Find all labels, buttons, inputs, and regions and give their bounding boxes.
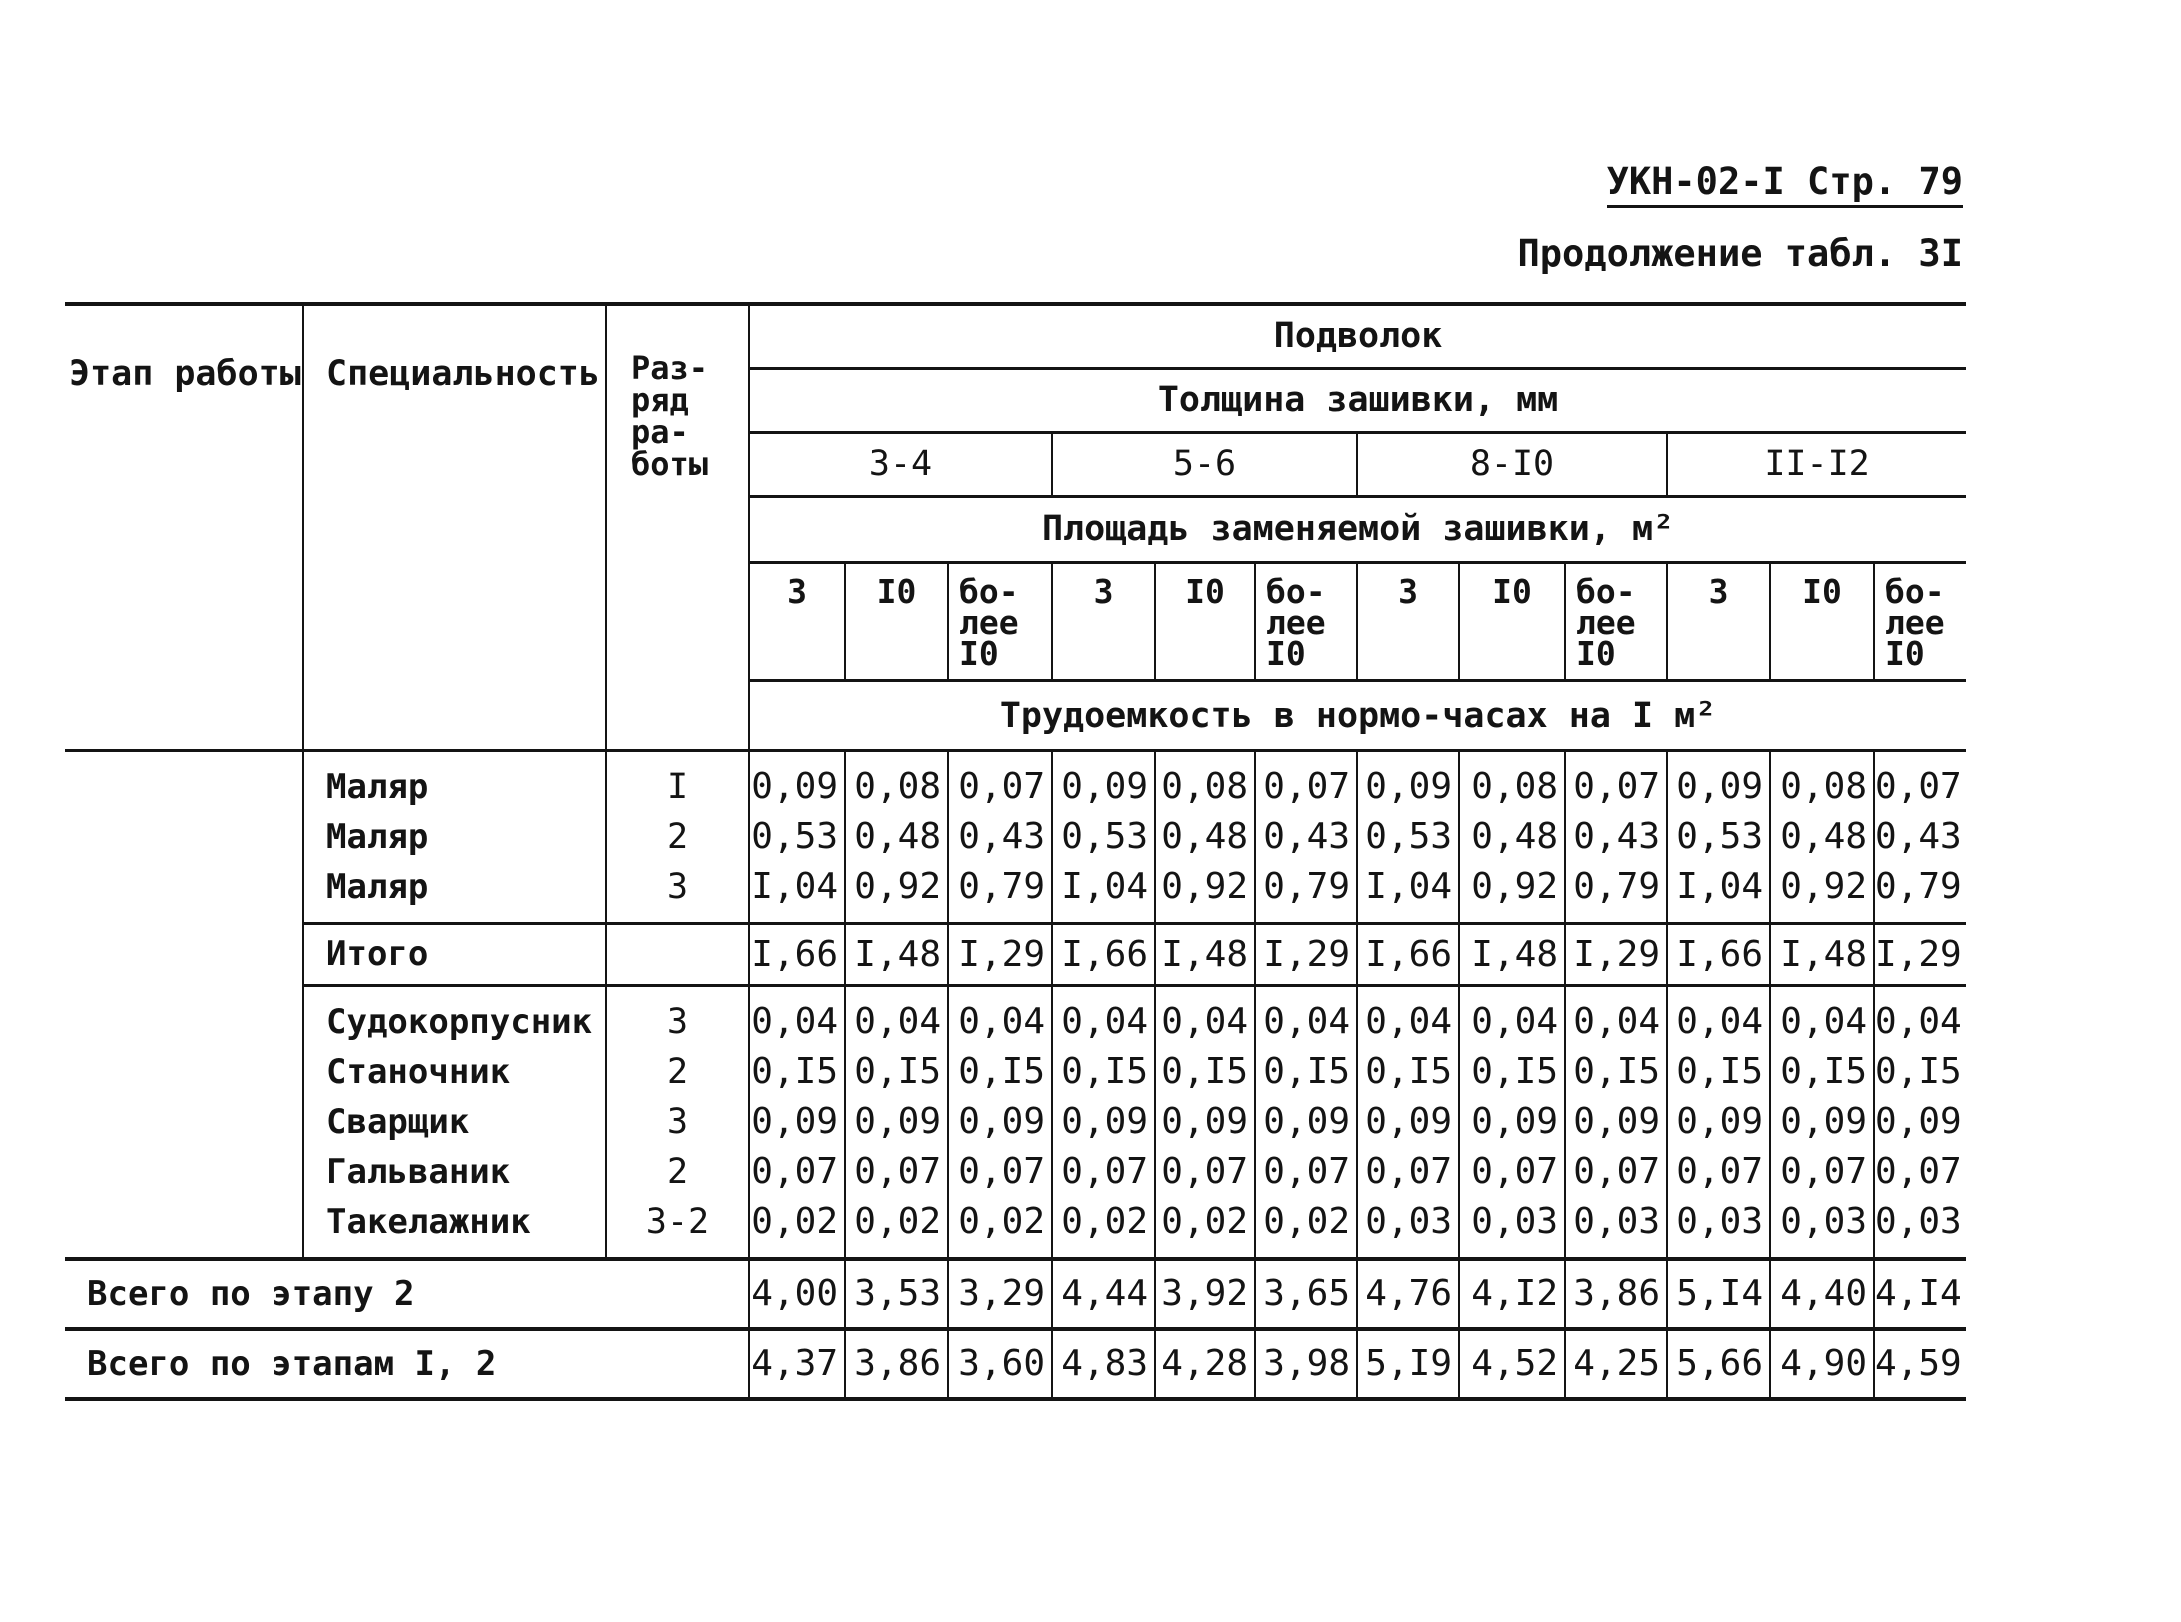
value-cell: 0,09 (1459, 1097, 1565, 1147)
value-cell: 0,07 (1667, 1147, 1770, 1197)
spacer-cell (1357, 985, 1459, 997)
value-cell: 0,I5 (1874, 1047, 1966, 1097)
value-cell: 4,52 (1459, 1329, 1565, 1399)
value-cell: 4,44 (1052, 1259, 1155, 1329)
spacer-cell (1874, 985, 1966, 997)
spacer-cell (1565, 750, 1667, 762)
table-row (65, 1197, 1966, 1247)
value-cell: 0,04 (1052, 997, 1155, 1047)
value-cell: 0,09 (1357, 762, 1459, 812)
rank-cell: I (606, 762, 749, 812)
value-cell: 0,09 (749, 1097, 845, 1147)
area-col-label: 3 (787, 571, 807, 611)
value-cell: 3,92 (1155, 1259, 1255, 1329)
value-cell: 5,66 (1667, 1329, 1770, 1399)
spacer-cell (1667, 750, 1770, 762)
rank-header-line: боты (631, 445, 709, 483)
spacer-cell (606, 912, 749, 924)
value-cell: 0,02 (1255, 1197, 1357, 1247)
value-cell: 0,04 (1357, 997, 1459, 1047)
area-title: Площадь заменяемой зашивки, м² (749, 496, 1966, 562)
value-cell: 5,I4 (1667, 1259, 1770, 1329)
rank-cell: 3 (606, 1097, 749, 1147)
table-row (65, 997, 1966, 1047)
spacer-cell (948, 985, 1052, 997)
value-cell: 0,04 (948, 997, 1052, 1047)
value-cell: 4,37 (749, 1329, 845, 1399)
value-cell: I,29 (1565, 923, 1667, 985)
spacer-cell (948, 750, 1052, 762)
table-row (65, 812, 1966, 862)
value-cell: I,66 (1667, 923, 1770, 985)
value-cell: I,66 (1052, 923, 1155, 985)
value-cell: 0,07 (1255, 1147, 1357, 1197)
value-cell: 0,04 (845, 997, 948, 1047)
value-cell: 0,07 (1874, 1147, 1966, 1197)
spacer-cell (1255, 912, 1357, 924)
value-cell: I,04 (1667, 862, 1770, 912)
value-cell: I,04 (1357, 862, 1459, 912)
spacer-cell (1874, 750, 1966, 762)
area-col-label: I0 (1802, 571, 1842, 611)
value-cell: I,48 (845, 923, 948, 985)
spacer-row (65, 750, 1966, 762)
thickness-title: Толщина зашивки, мм (749, 368, 1966, 432)
value-cell: 5,I9 (1357, 1329, 1459, 1399)
value-cell: 3,98 (1255, 1329, 1357, 1399)
spacer-cell (845, 912, 948, 924)
specialty-cell: Такелажник (303, 1197, 606, 1247)
specialty-cell: Судокорпусник (303, 997, 606, 1047)
specialty-cell: Сварщик (303, 1097, 606, 1147)
value-cell: 3,86 (845, 1329, 948, 1399)
value-cell: 0,I5 (948, 1047, 1052, 1097)
rank-cell: 2 (606, 1047, 749, 1097)
value-cell: 0,07 (1357, 1147, 1459, 1197)
value-cell: 0,43 (1874, 812, 1966, 862)
area-col-header (845, 562, 948, 680)
area-col-header (948, 562, 1052, 680)
specialty-cell: Маляр (303, 862, 606, 912)
value-cell: 0,07 (1770, 1147, 1874, 1197)
value-cell: 0,08 (845, 762, 948, 812)
value-cell: 0,07 (948, 762, 1052, 812)
value-cell: I,66 (1357, 923, 1459, 985)
value-cell: 0,79 (1565, 862, 1667, 912)
rank-cell: 3 (606, 862, 749, 912)
total-label: Всего по этапам I, 2 (65, 1329, 749, 1399)
spacer-row (65, 985, 1966, 997)
spacer-cell (1155, 750, 1255, 762)
spacer-cell (1770, 912, 1874, 924)
value-cell: 0,53 (749, 812, 845, 862)
area-col-label: лее (959, 602, 1019, 642)
value-cell: 0,I5 (1255, 1047, 1357, 1097)
rank-cell: 3 (606, 997, 749, 1047)
area-col-header (1874, 562, 1966, 680)
value-cell: 0,04 (1255, 997, 1357, 1047)
group-title: Подволок (749, 304, 1966, 368)
value-cell: 0,09 (1155, 1097, 1255, 1147)
area-col-label: I0 (959, 633, 999, 673)
spacer-cell (1357, 1247, 1459, 1259)
spacer-cell (1052, 912, 1155, 924)
value-cell: I,29 (948, 923, 1052, 985)
value-cell: 0,48 (1459, 812, 1565, 862)
value-cell: 0,53 (1052, 812, 1155, 862)
spacer-cell (303, 912, 606, 924)
table-row (65, 1097, 1966, 1147)
value-cell: 0,09 (749, 762, 845, 812)
area-col-label: лее (1266, 602, 1326, 642)
value-cell: 4,40 (1770, 1259, 1874, 1329)
thickness-range: 5-6 (1052, 432, 1357, 496)
table-row (65, 1047, 1966, 1097)
spacer-cell (1052, 985, 1155, 997)
value-cell: 0,09 (1874, 1097, 1966, 1147)
value-cell: 0,04 (1770, 997, 1874, 1047)
spacer-cell (1770, 1247, 1874, 1259)
spacer-cell (1565, 912, 1667, 924)
value-cell: 0,I5 (1565, 1047, 1667, 1097)
value-cell: 0,09 (1357, 1097, 1459, 1147)
area-col-header (1667, 562, 1770, 680)
value-cell: I,04 (749, 862, 845, 912)
spacer-cell (1565, 1247, 1667, 1259)
value-cell: 4,90 (1770, 1329, 1874, 1399)
value-cell: 0,48 (1770, 812, 1874, 862)
value-cell: 0,07 (1565, 762, 1667, 812)
value-cell: 0,03 (1770, 1197, 1874, 1247)
spacer-cell (1667, 985, 1770, 997)
spacer-cell (1459, 912, 1565, 924)
spacer-cell (1255, 1247, 1357, 1259)
area-col-label: бо- (959, 571, 1019, 611)
value-cell: I,04 (1052, 862, 1155, 912)
value-cell: 4,00 (749, 1259, 845, 1329)
area-col-header (1255, 562, 1357, 680)
area-col-label: I0 (1266, 633, 1306, 673)
area-col-label: 3 (1708, 571, 1729, 611)
rank-cell: 3-2 (606, 1197, 749, 1247)
labor-table (65, 302, 1966, 1401)
table-row (65, 1147, 1966, 1197)
table-caption: Продолжение табл. 3I (1517, 232, 1963, 275)
specialty-cell: Маляр (303, 812, 606, 862)
value-cell: 0,08 (1459, 762, 1565, 812)
value-cell: 0,02 (1155, 1197, 1255, 1247)
value-cell: 0,02 (1052, 1197, 1155, 1247)
value-cell: I,48 (1155, 923, 1255, 985)
subtotal-row (65, 923, 1966, 985)
value-cell: 0,92 (1155, 862, 1255, 912)
value-cell: 0,09 (1255, 1097, 1357, 1147)
spacer-cell (1255, 750, 1357, 762)
spacer-cell (606, 750, 749, 762)
spacer-row (65, 1247, 1966, 1259)
value-cell: 0,09 (845, 1097, 948, 1147)
spacer-cell (1770, 750, 1874, 762)
value-cell: 4,I4 (1874, 1259, 1966, 1329)
spacer-cell (303, 985, 606, 997)
area-col-header (1357, 562, 1459, 680)
spacer-cell (845, 985, 948, 997)
thickness-range: 3-4 (749, 432, 1052, 496)
value-cell: 0,92 (1770, 862, 1874, 912)
value-cell: 0,09 (948, 1097, 1052, 1147)
spacer-cell (1155, 912, 1255, 924)
spacer-cell (303, 1247, 606, 1259)
rank-cell: 2 (606, 1147, 749, 1197)
table-row (65, 862, 1966, 912)
value-cell: 0,04 (1874, 997, 1966, 1047)
thickness-range: II-I2 (1667, 432, 1966, 496)
value-cell: 0,53 (1667, 812, 1770, 862)
value-cell: 0,09 (1565, 1097, 1667, 1147)
subtotal-label: Итого (303, 923, 606, 985)
area-col-label: I0 (876, 571, 917, 611)
labor-title: Трудоемкость в нормо-часах на I м² (749, 680, 1966, 750)
value-cell: 4,83 (1052, 1329, 1155, 1399)
value-cell: 3,53 (845, 1259, 948, 1329)
value-cell: 4,59 (1874, 1329, 1966, 1399)
spacer-cell (845, 750, 948, 762)
spacer-cell (1459, 1247, 1565, 1259)
value-cell: 0,03 (1357, 1197, 1459, 1247)
spacer-cell (1459, 750, 1565, 762)
value-cell: 0,02 (845, 1197, 948, 1247)
value-cell: 0,I5 (749, 1047, 845, 1097)
spacer-cell (1565, 985, 1667, 997)
value-cell: 3,65 (1255, 1259, 1357, 1329)
area-col-label: бо- (1266, 571, 1326, 611)
thickness-range: 8-I0 (1357, 432, 1667, 496)
spacer-row (65, 912, 1966, 924)
value-cell: 0,09 (1052, 1097, 1155, 1147)
spacer-cell (749, 1247, 845, 1259)
spacer-cell (606, 1247, 749, 1259)
spacer-cell (1155, 1247, 1255, 1259)
rank-cell-empty (606, 923, 749, 985)
spacer-cell (1874, 912, 1966, 924)
area-col-label: лее (1576, 602, 1636, 642)
value-cell: 0,79 (1255, 862, 1357, 912)
value-cell: 0,I5 (1052, 1047, 1155, 1097)
value-cell: 0,43 (1255, 812, 1357, 862)
value-cell: 0,09 (1770, 1097, 1874, 1147)
value-cell: 0,I5 (1155, 1047, 1255, 1097)
value-cell: 0,92 (1459, 862, 1565, 912)
spacer-cell (303, 750, 606, 762)
spacer-cell (749, 750, 845, 762)
area-col-label: I0 (1185, 571, 1225, 611)
value-cell: 0,07 (1874, 762, 1966, 812)
spacer-cell (1667, 912, 1770, 924)
spacer-cell (1255, 985, 1357, 997)
value-cell: 0,92 (845, 862, 948, 912)
value-cell: I,66 (749, 923, 845, 985)
value-cell: 0,04 (1667, 997, 1770, 1047)
value-cell: 0,09 (1667, 762, 1770, 812)
total-row (65, 1329, 1966, 1399)
value-cell: 3,86 (1565, 1259, 1667, 1329)
rank-cell: 2 (606, 812, 749, 862)
table-row (65, 762, 1966, 812)
specialty-cell: Гальваник (303, 1147, 606, 1197)
value-cell: 0,I5 (1459, 1047, 1565, 1097)
value-cell: 0,04 (1155, 997, 1255, 1047)
value-cell: 0,07 (845, 1147, 948, 1197)
spacer-cell (1357, 912, 1459, 924)
spacer-cell (1459, 985, 1565, 997)
value-cell: I,29 (1255, 923, 1357, 985)
document-id: УКН-02-I Стр. 79 (1607, 160, 1963, 208)
area-col-label: бо- (1576, 571, 1636, 611)
value-cell: 0,I5 (1770, 1047, 1874, 1097)
value-cell: 0,I5 (1667, 1047, 1770, 1097)
value-cell: 4,76 (1357, 1259, 1459, 1329)
value-cell: 0,07 (1155, 1147, 1255, 1197)
spacer-cell (606, 985, 749, 997)
value-cell: I,48 (1459, 923, 1565, 985)
spacer-cell (1770, 985, 1874, 997)
value-cell: 0,79 (948, 862, 1052, 912)
value-cell: 0,03 (1667, 1197, 1770, 1247)
area-col-label: I0 (1492, 571, 1532, 611)
value-cell: 0,08 (1770, 762, 1874, 812)
spacer-cell (948, 912, 1052, 924)
spacer-cell (1874, 1247, 1966, 1259)
value-cell: 0,04 (1565, 997, 1667, 1047)
value-cell: 0,07 (749, 1147, 845, 1197)
area-col-header (1155, 562, 1255, 680)
spacer-cell (749, 985, 845, 997)
spacer-cell (948, 1247, 1052, 1259)
area-col-header (1770, 562, 1874, 680)
value-cell: 0,43 (948, 812, 1052, 862)
specialty-cell: Станочник (303, 1047, 606, 1097)
value-cell: 0,09 (1667, 1097, 1770, 1147)
area-col-label: I0 (1576, 633, 1616, 673)
value-cell: I,48 (1770, 923, 1874, 985)
value-cell: 0,79 (1874, 862, 1966, 912)
area-col-header (1052, 562, 1155, 680)
value-cell: 0,48 (845, 812, 948, 862)
value-cell: 0,07 (948, 1147, 1052, 1197)
area-col-label: 3 (1093, 571, 1114, 611)
rank-header-line: ра- (631, 413, 689, 451)
stage-cell (65, 750, 303, 1259)
value-cell: 0,02 (948, 1197, 1052, 1247)
value-cell: 0,08 (1155, 762, 1255, 812)
spacer-cell (1052, 750, 1155, 762)
area-col-label: бо- (1885, 571, 1945, 611)
area-col-header (1565, 562, 1667, 680)
area-col-header (749, 562, 845, 680)
value-cell: 0,07 (1459, 1147, 1565, 1197)
value-cell: 0,03 (1874, 1197, 1966, 1247)
area-col-header (1459, 562, 1565, 680)
spacer-cell (1357, 750, 1459, 762)
area-col-label: 3 (1398, 571, 1418, 611)
value-cell: 0,I5 (845, 1047, 948, 1097)
value-cell: 0,48 (1155, 812, 1255, 862)
value-cell: 3,29 (948, 1259, 1052, 1329)
value-cell: 0,07 (1255, 762, 1357, 812)
value-cell: 0,04 (1459, 997, 1565, 1047)
spacer-cell (749, 912, 845, 924)
spacer-cell (1052, 1247, 1155, 1259)
rank-header-line: Раз- (631, 349, 709, 387)
value-cell: 0,02 (749, 1197, 845, 1247)
value-cell: 0,03 (1459, 1197, 1565, 1247)
spacer-cell (845, 1247, 948, 1259)
value-cell: 4,I2 (1459, 1259, 1565, 1329)
value-cell: 0,09 (1052, 762, 1155, 812)
value-cell: 0,07 (1565, 1147, 1667, 1197)
value-cell: 0,53 (1357, 812, 1459, 862)
value-cell: 0,I5 (1357, 1047, 1459, 1097)
value-cell: 0,03 (1565, 1197, 1667, 1247)
rank-header (606, 304, 749, 750)
value-cell: I,29 (1874, 923, 1966, 985)
area-col-label: I0 (1885, 633, 1925, 673)
stage-header: Этап работы (69, 354, 301, 394)
rank-header-line: ряд (631, 381, 689, 419)
spacer-cell (1155, 985, 1255, 997)
value-cell: 0,04 (749, 997, 845, 1047)
total-row (65, 1259, 1966, 1329)
spacer-cell (1667, 1247, 1770, 1259)
value-cell: 3,60 (948, 1329, 1052, 1399)
specialty-cell: Маляр (303, 762, 606, 812)
value-cell: 4,25 (1565, 1329, 1667, 1399)
total-label: Всего по этапу 2 (65, 1259, 749, 1329)
area-col-label: лее (1885, 602, 1945, 642)
value-cell: 4,28 (1155, 1329, 1255, 1399)
value-cell: 0,43 (1565, 812, 1667, 862)
value-cell: 0,07 (1052, 1147, 1155, 1197)
specialty-header: Специальность (303, 304, 606, 750)
